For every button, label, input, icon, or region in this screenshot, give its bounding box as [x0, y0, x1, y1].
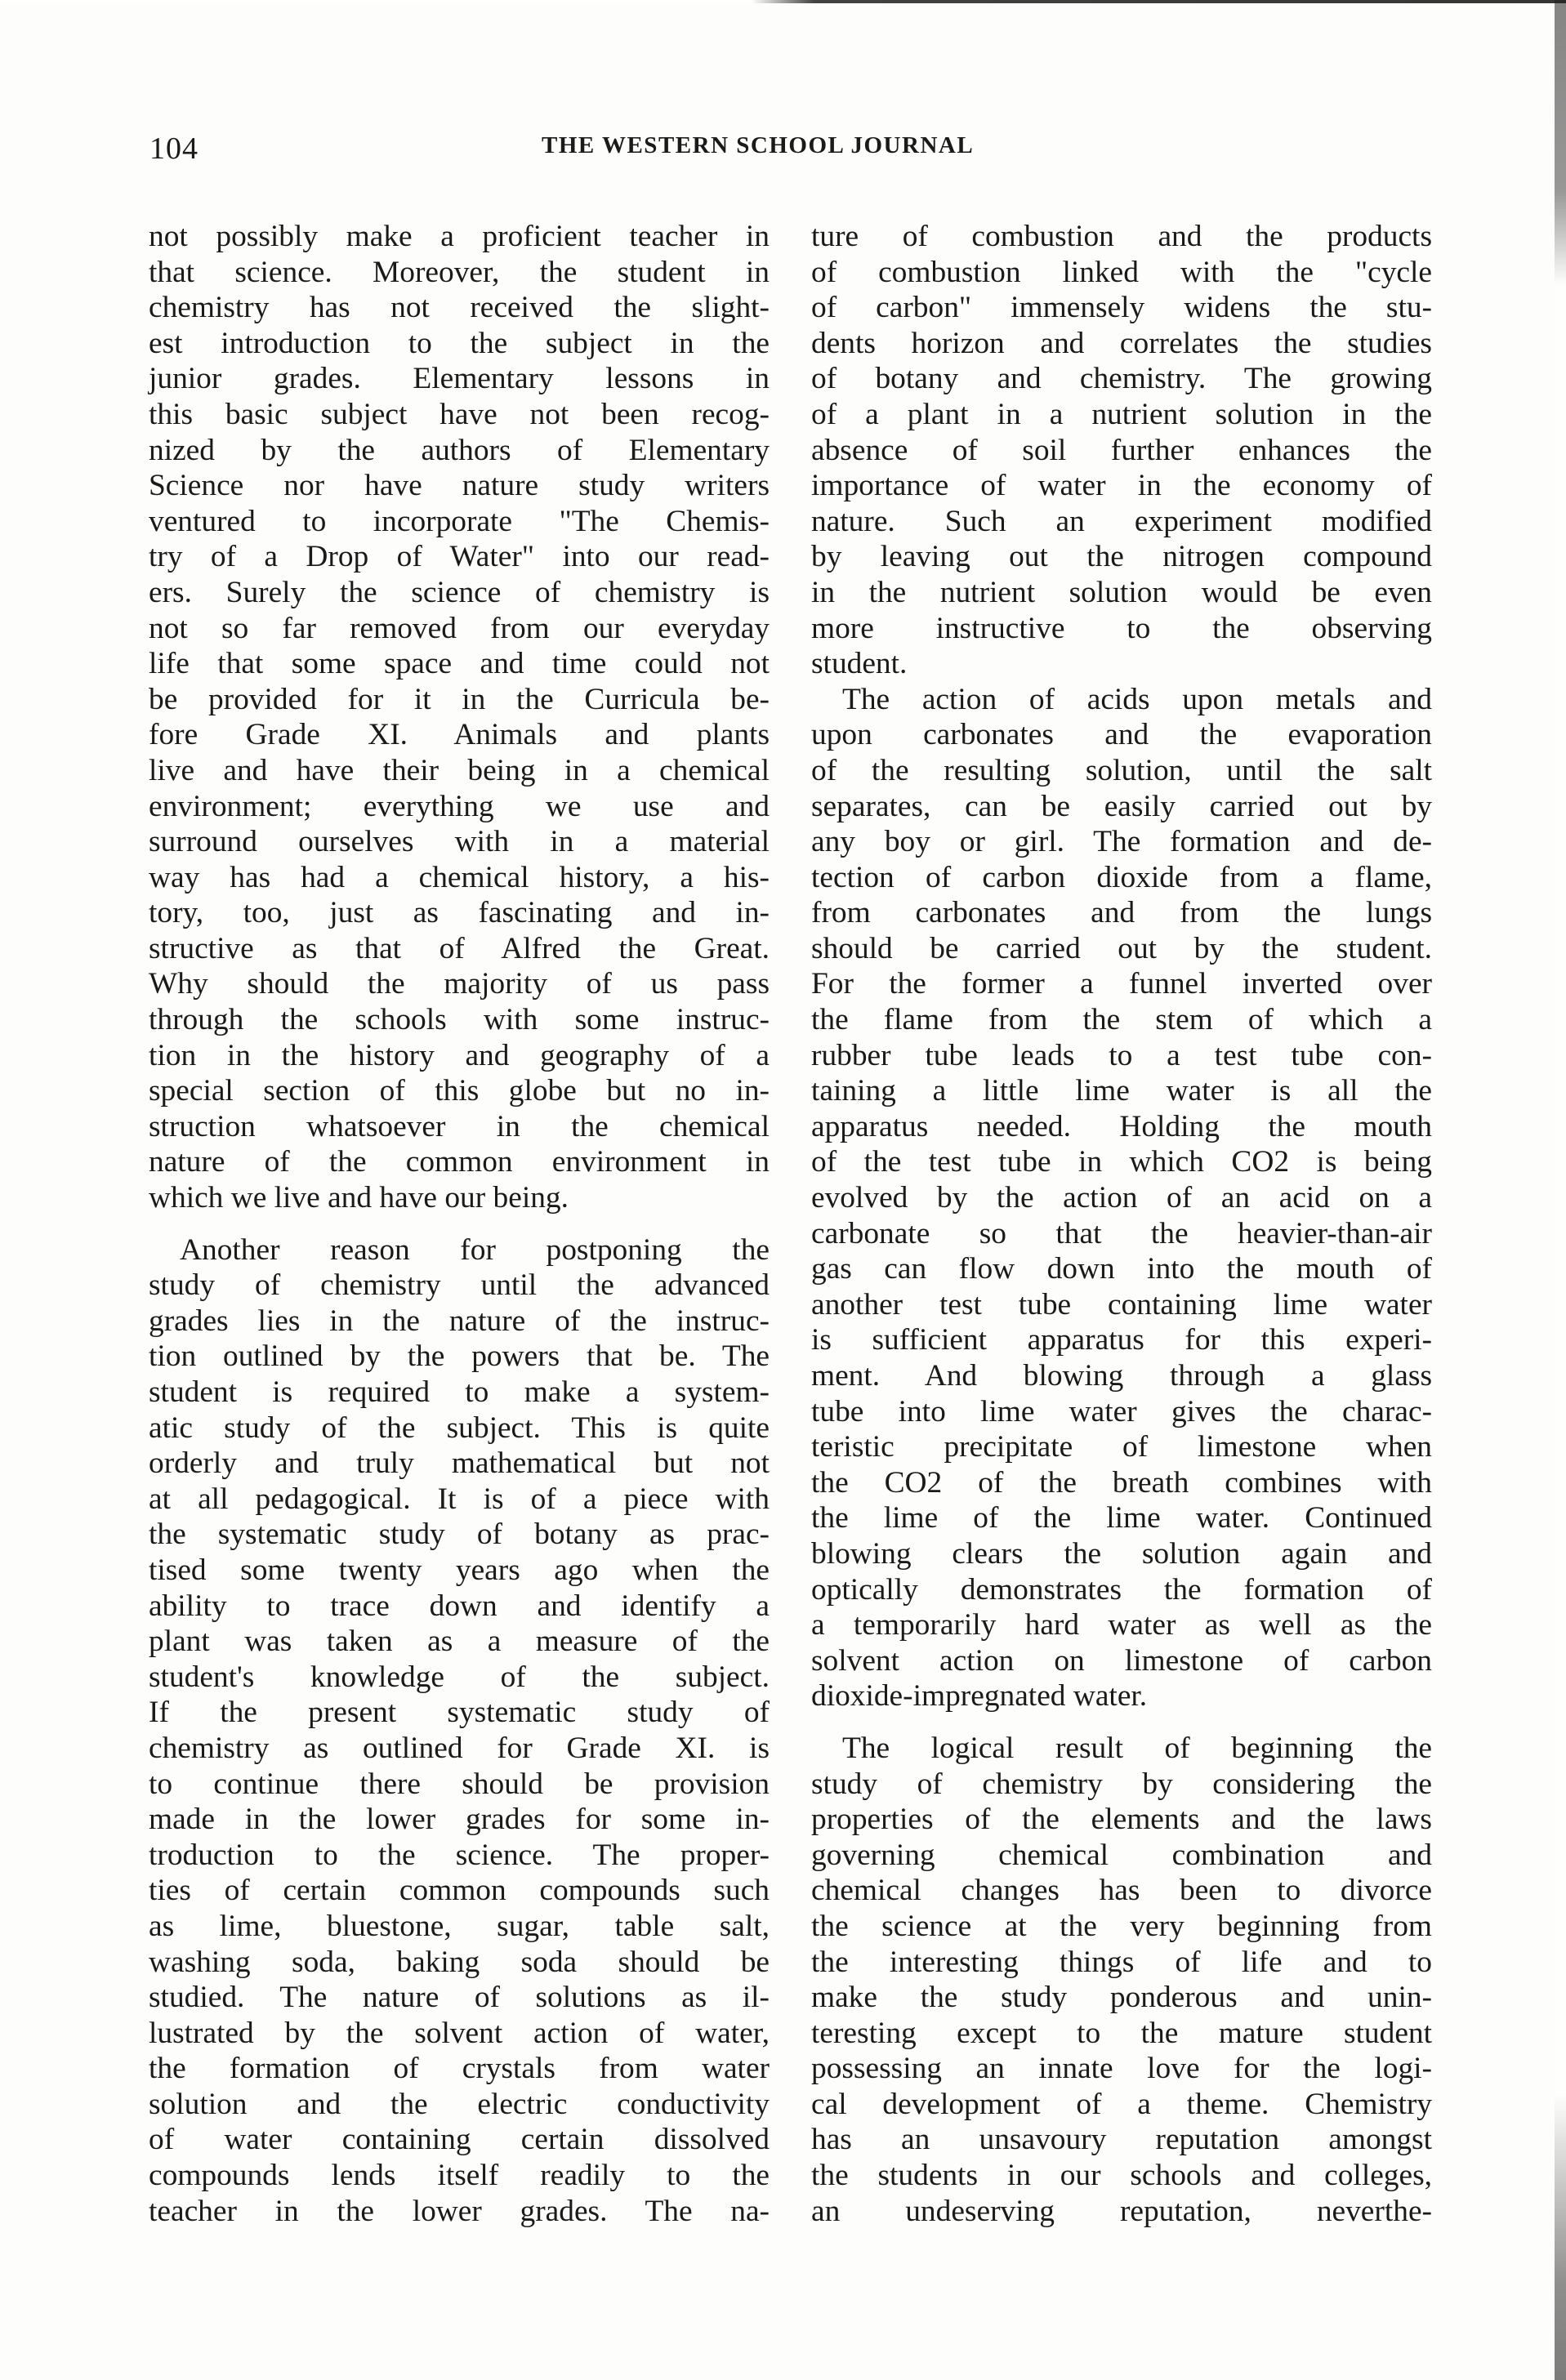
text-line: dioxide-impregnated water. — [811, 1679, 1148, 1714]
text-line: has an unsavoury reputation amongst — [811, 2123, 1432, 2157]
text-line: make the study ponderous and unin- — [811, 1981, 1432, 2015]
text-line: live and have their being in a chemical — [149, 753, 770, 787]
running-head: THE WESTERN SCHOOL JOURNAL — [542, 132, 975, 158]
text-line: try of a Drop of Water" into our read- — [149, 540, 770, 574]
text-line: separates, can be easily carried out by — [811, 789, 1432, 823]
text-line: atic study of the subject. This is quite — [149, 1411, 770, 1445]
left-column — [149, 219, 770, 2229]
left-paragraph-2 — [149, 1232, 770, 2230]
text-line: apparatus needed. Holding the mouth — [811, 1109, 1432, 1143]
text-line: the lime of the lime water. Continued — [811, 1501, 1432, 1535]
text-line: made in the lower grades for some in- — [149, 1803, 770, 1837]
text-line: that science. Moreover, the student in — [149, 255, 770, 289]
text-line: study of chemistry by considering the — [811, 1767, 1432, 1801]
text-line: solvent action on limestone of carbon — [811, 1643, 1432, 1678]
text-line: the CO2 of the breath combines with — [811, 1465, 1432, 1500]
text-line: nized by the authors of Elementary — [149, 433, 770, 467]
left-paragraph-1 — [149, 219, 770, 1216]
text-line: tised some twenty years ago when the — [149, 1553, 770, 1587]
text-line: The action of acids upon metals and — [842, 682, 1432, 716]
text-line: compounds lends itself readily to the — [149, 2159, 770, 2193]
text-line: environment; everything we use and — [149, 789, 770, 823]
text-line: of the test tube in which CO2 is being — [811, 1145, 1432, 1179]
scan-edge-top — [0, 0, 1566, 3]
text-line: not so far removed from our everyday — [149, 611, 770, 645]
text-line: the formation of crystals from water — [149, 2052, 770, 2086]
text-line: tection of carbon dioxide from a flame, — [811, 860, 1432, 894]
text-line: study of chemistry until the advanced — [149, 1268, 770, 1303]
text-line: rubber tube leads to a test tube con- — [811, 1038, 1432, 1072]
text-line: The logical result of beginning the — [842, 1731, 1432, 1765]
text-line: any boy or girl. The formation and de- — [811, 825, 1432, 859]
text-line: governing chemical combination and — [811, 1838, 1432, 1872]
text-line: studied. The nature of solutions as il- — [149, 1981, 770, 2015]
text-line: teristic precipitate of limestone when — [811, 1430, 1432, 1464]
text-line: orderly and truly mathematical but not — [149, 1446, 770, 1481]
text-line: carbonate so that the heavier-than-air — [811, 1216, 1432, 1250]
text-line: should be carried out by the student. — [811, 931, 1432, 965]
text-line: not possibly make a proficient teacher in — [149, 220, 770, 253]
text-line: properties of the elements and the laws — [811, 1803, 1432, 1837]
right-paragraph-2 — [811, 682, 1432, 1714]
text-line: chemical changes has been to divorce — [811, 1874, 1432, 1908]
text-line: nature of the common environment in — [149, 1145, 770, 1179]
text-line: at all pedagogical. It is of a piece with — [149, 1482, 770, 1516]
text-line: of combustion linked with the "cycle — [811, 255, 1432, 289]
text-line: this basic subject have not been recog- — [149, 397, 770, 431]
text-line: which we live and have our being. — [149, 1181, 569, 1215]
text-line: blowing clears the solution again and — [811, 1536, 1432, 1571]
right-paragraph-1 — [811, 219, 1432, 682]
text-line: ers. Surely the science of chemistry is — [149, 575, 770, 609]
text-line: tion in the history and geography of a — [149, 1038, 770, 1072]
text-line: dents horizon and correlates the studies — [811, 326, 1432, 360]
text-line: grades lies in the nature of the instruc- — [149, 1304, 770, 1338]
text-line: the science at the very beginning from — [811, 1909, 1432, 1943]
text-line: chemistry as outlined for Grade XI. is — [149, 1731, 770, 1765]
text-line: troduction to the science. The proper- — [149, 1838, 770, 1872]
text-line: tion outlined by the powers that be. The — [149, 1339, 770, 1374]
text-line: Science nor have nature study writers — [149, 469, 770, 503]
text-line: importance of water in the economy of — [811, 469, 1432, 503]
text-line: through the schools with some instruc- — [149, 1003, 770, 1037]
text-line: lustrated by the solvent action of water, — [149, 2016, 770, 2050]
text-line: special section of this globe but no in- — [149, 1074, 770, 1108]
text-line: tube into lime water gives the charac- — [811, 1394, 1432, 1428]
scan-edge-right — [1555, 0, 1566, 2380]
text-line: taining a little lime water is all the — [811, 1074, 1432, 1108]
text-line: possessing an innate love for the logi- — [811, 2052, 1432, 2086]
text-line: the interesting things of life and to — [811, 1945, 1432, 1979]
page-number: 104 — [149, 131, 199, 166]
text-line: est introduction to the subject in the — [149, 326, 770, 360]
text-line: in the nutrient solution would be even — [811, 575, 1432, 609]
text-line: junior grades. Elementary lessons in — [149, 362, 770, 396]
text-line: upon carbonates and the evaporation — [811, 718, 1432, 752]
text-line: of a plant in a nutrient solution in the — [811, 397, 1432, 431]
text-line: Another reason for postponing the — [180, 1232, 770, 1267]
text-line: student is required to make a system- — [149, 1375, 770, 1409]
text-line: the systematic study of botany as prac- — [149, 1518, 770, 1552]
text-line: cal development of a theme. Chemistry — [811, 2087, 1432, 2121]
text-line: optically demonstrates the formation of — [811, 1572, 1432, 1607]
text-line: gas can flow down into the mouth of — [811, 1252, 1432, 1286]
right-paragraph-3 — [811, 1731, 1432, 2229]
text-line: of botany and chemistry. The growing — [811, 362, 1432, 396]
page-header — [149, 131, 1432, 172]
text-line: fore Grade XI. Animals and plants — [149, 718, 770, 752]
text-line: to continue there should be provision — [149, 1767, 770, 1801]
text-line: be provided for it in the Curricula be- — [149, 682, 770, 716]
text-line: of carbon" immensely widens the stu- — [811, 291, 1432, 325]
text-line: Why should the majority of us pass — [149, 967, 770, 1001]
text-line: plant was taken as a measure of the — [149, 1625, 770, 1659]
text-line: tory, too, just as fascinating and in- — [149, 896, 770, 930]
text-line: nature. Such an experiment modified — [811, 504, 1432, 538]
text-line: ties of certain common compounds such — [149, 1874, 770, 1908]
text-line: the flame from the stem of which a — [811, 1003, 1432, 1037]
right-column — [811, 219, 1432, 2229]
text-line: another test tube containing lime water — [811, 1287, 1432, 1321]
text-line: evolved by the action of an acid on a — [811, 1181, 1432, 1215]
text-line: If the present systematic study of — [149, 1696, 770, 1730]
text-line: of water containing certain dissolved — [149, 2123, 770, 2157]
text-line: from carbonates and from the lungs — [811, 896, 1432, 930]
text-line: structive as that of Alfred the Great. — [149, 931, 770, 965]
text-line: as lime, bluestone, sugar, table salt, — [149, 1909, 770, 1943]
text-line: of the resulting solution, until the salt — [811, 753, 1432, 787]
text-line: a temporarily hard water as well as the — [811, 1608, 1432, 1642]
text-line: solution and the electric conductivity — [149, 2087, 770, 2121]
text-line: by leaving out the nitrogen compound — [811, 540, 1432, 574]
text-line: life that some space and time could not — [149, 647, 770, 681]
text-line: ment. And blowing through a glass — [811, 1359, 1432, 1393]
text-line: student's knowledge of the subject. — [149, 1660, 770, 1694]
text-line: ability to trace down and identify a — [149, 1589, 770, 1623]
text-line: teresting except to the mature student — [811, 2016, 1432, 2050]
text-line: ventured to incorporate "The Chemis- — [149, 504, 770, 538]
text-line: washing soda, baking soda should be — [149, 1945, 770, 1979]
text-line: more instructive to the observing — [811, 611, 1432, 645]
text-line: teacher in the lower grades. The na- — [149, 2194, 770, 2228]
text-line: an undeserving reputation, neverthe- — [811, 2194, 1432, 2228]
text-line: chemistry has not received the slight- — [149, 291, 770, 325]
text-line: struction whatsoever in the chemical — [149, 1109, 770, 1143]
text-line: absence of soil further enhances the — [811, 433, 1432, 467]
text-line: For the former a funnel inverted over — [811, 967, 1432, 1001]
text-line: way has had a chemical history, a his- — [149, 860, 770, 894]
text-line: student. — [811, 647, 908, 681]
text-line: surround ourselves with in a material — [149, 825, 770, 859]
text-line: is sufficient apparatus for this experi- — [811, 1323, 1432, 1357]
text-line: the students in our schools and colleges, — [811, 2159, 1432, 2193]
text-line: ture of combustion and the products — [811, 220, 1432, 253]
